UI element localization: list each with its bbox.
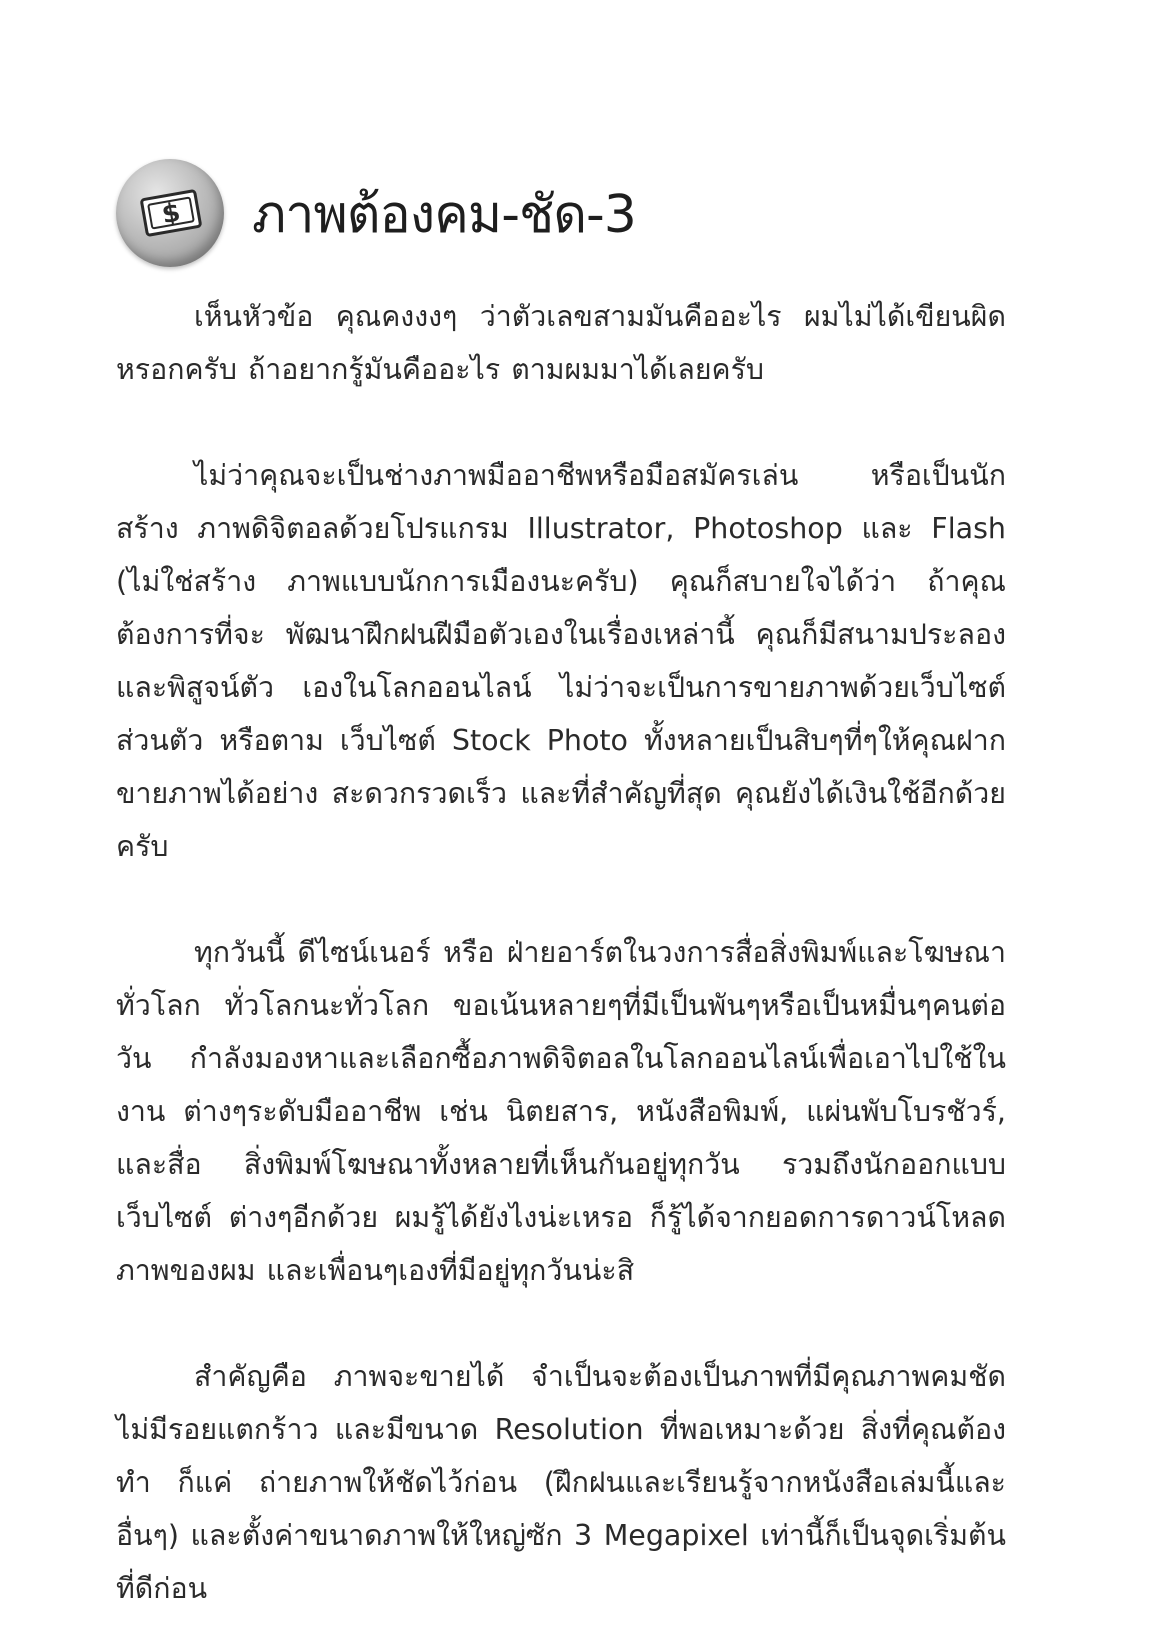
paragraph: ไม่ว่าคุณจะเป็นช่างภาพมืออาชีพหรือมือสมัครเล่น หรือเป็นนักสร้าง ภาพดิจิตอลด้วยโปรแกรม Illustrator, Photoshop และ Flash (ไม่ใช่สร้าง ภาพแบบนักการเมืองนะครับ) คุณก็สบายใจได้ว่า ถ้าคุณต้องการที่จะ พัฒนาฝึกฝนฝีมือตัวเองในเรื่องเหล่านี้ คุณก็มีสนามประลองและพิสูจน์ตัว เองในโลกออนไลน์ ไม่ว่าจะเป็นการขายภาพด้วยเว็บไซต์ส่วนตัว หรือตาม เว็บไซต์ Stock Photo ทั้งหลายเป็นสิบๆที่ๆให้คุณฝากขายภาพได้อย่าง สะดวกรวดเร็ว และที่สำคัญที่สุด คุณยังได้เงินใช้อีกด้วยครับ bbox=[116, 459, 1006, 863]
paragraph: สำคัญคือ ภาพจะขายได้ จำเป็นจะต้องเป็นภาพที่มีคุณภาพคมชัด ไม่มีรอยแตกร้าว และมีขนาด Resolution ที่พอเหมาะด้วย สิ่งที่คุณต้องทำ ก็แค่ ถ่ายภาพให้ชัดไว้ก่อน (ฝึกฝนและเรียนรู้จากหนังสือเล่มนี้และอื่นๆ) และตั้งค่าขนาดภาพให้ใหญ่ซัก 3 Megapixel เท่านี้ก็เป็นจุดเริ่มต้นที่ดีก่อน bbox=[116, 1360, 1006, 1605]
dollar-bill-icon bbox=[140, 187, 202, 239]
dollar-badge bbox=[116, 159, 224, 267]
paragraph: ทุกวันนี้ ดีไซน์เนอร์ หรือ ฝ่ายอาร์ตในวงการสื่อสิ่งพิมพ์และโฆษณา ทั่วโลก ทั่วโลกนะทั่วโลก ขอเน้นหลายๆที่มีเป็นพันๆหรือเป็นหมื่นๆคนต่อวัน กำลังมองหาและเลือกซื้อภาพดิจิตอลในโลกออนไลน์เพื่อเอาไปใช้ในงาน ต่างๆระดับมืออาชีพ เช่น นิตยสาร, หนังสือพิมพ์, แผ่นพับโบรชัวร์, และสื่อ สิ่งพิมพ์โฆษณาทั้งหลายที่เห็นกันอยู่ทุกวัน รวมถึงนักออกแบบเว็บไซต์ ต่างๆอีกด้วย ผมรู้ได้ยังไงน่ะเหรอ ก็รู้ได้จากยอดการดาวน์โหลดภาพของผม และเพื่อนๆเองที่มีอยู่ทุกวันน่ะสิ bbox=[116, 936, 1006, 1287]
section-heading bbox=[116, 158, 636, 268]
body-text bbox=[116, 290, 1006, 1615]
paragraph: เห็นหัวข้อ คุณคงงงๆ ว่าตัวเลขสามมันคืออะไร ผมไม่ได้เขียนผิด หรอกครับ ถ้าอยากรู้มันคืออะไร ตามผมมาได้เลยครับ bbox=[116, 300, 1006, 386]
svg-text:$: $ bbox=[159, 197, 183, 231]
page-title: ภาพต้องคม-ชัด-3 bbox=[252, 184, 636, 245]
